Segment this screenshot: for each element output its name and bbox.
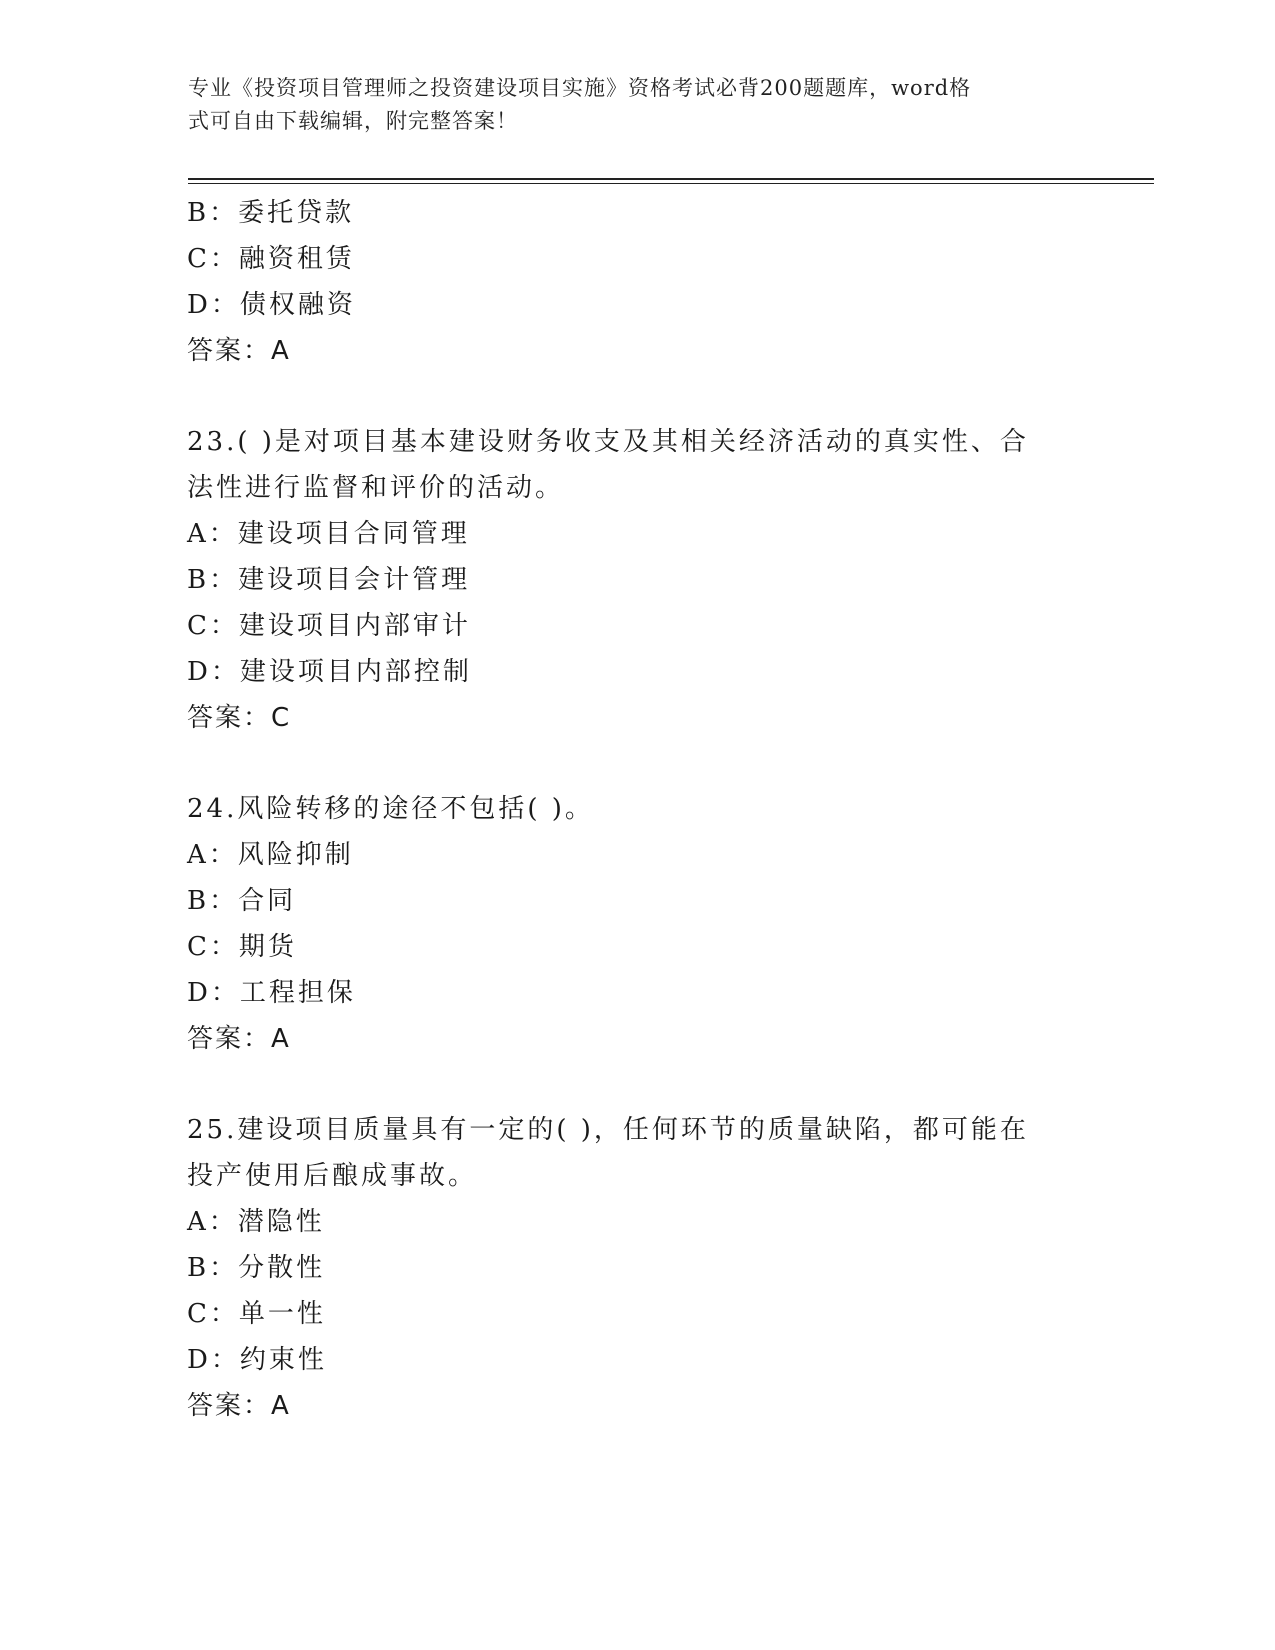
option-c: C：建设项目内部审计 [187, 611, 471, 641]
option-c: C：单一性 [187, 1299, 326, 1329]
option-c: C：期货 [187, 932, 297, 962]
answer: 答案：A [187, 1391, 291, 1421]
answer: 答案：A [187, 336, 291, 366]
header-line-2: 式可自由下载编辑，附完整答案！ [188, 109, 518, 133]
question-block-25 [187, 1107, 1087, 1429]
option-d: D：债权融资 [187, 290, 356, 320]
question-stem: 25.建设项目质量具有一定的( )，任何环节的质量缺陷，都可能在 [187, 1115, 1029, 1145]
header-rule-thin [188, 183, 1154, 184]
option-d: D：建设项目内部控制 [187, 657, 472, 687]
question-block-23 [187, 419, 1087, 741]
option-b: B：委托贷款 [187, 198, 355, 228]
header-rule-thick [188, 178, 1154, 180]
answer: 答案：C [187, 703, 292, 733]
question-stem-cont: 投产使用后酿成事故。 [187, 1161, 478, 1191]
header-line-1: 专业《投资项目管理师之投资建设项目实施》资格考试必背200题题库，word格 [188, 76, 972, 100]
option-a: A：建设项目合同管理 [187, 519, 470, 549]
question-stem-cont: 法性进行监督和评价的活动。 [187, 473, 565, 503]
document-header [188, 72, 1068, 138]
option-a: A：风险抑制 [187, 840, 354, 870]
answer: 答案：A [187, 1024, 291, 1054]
option-b: B：合同 [187, 886, 297, 916]
option-a: A：潜隐性 [187, 1207, 325, 1237]
option-b: B：分散性 [187, 1253, 326, 1283]
question-block-prev [187, 190, 1087, 374]
question-stem: 23.( )是对项目基本建设财务收支及其相关经济活动的真实性、合 [187, 427, 1029, 457]
question-stem: 24.风险转移的途径不包括( )。 [187, 794, 594, 824]
option-d: D：约束性 [187, 1345, 327, 1375]
question-content [187, 190, 1087, 1429]
option-c: C：融资租赁 [187, 244, 355, 274]
option-b: B：建设项目会计管理 [187, 565, 471, 595]
option-d: D：工程担保 [187, 978, 356, 1008]
question-block-24 [187, 786, 1087, 1062]
